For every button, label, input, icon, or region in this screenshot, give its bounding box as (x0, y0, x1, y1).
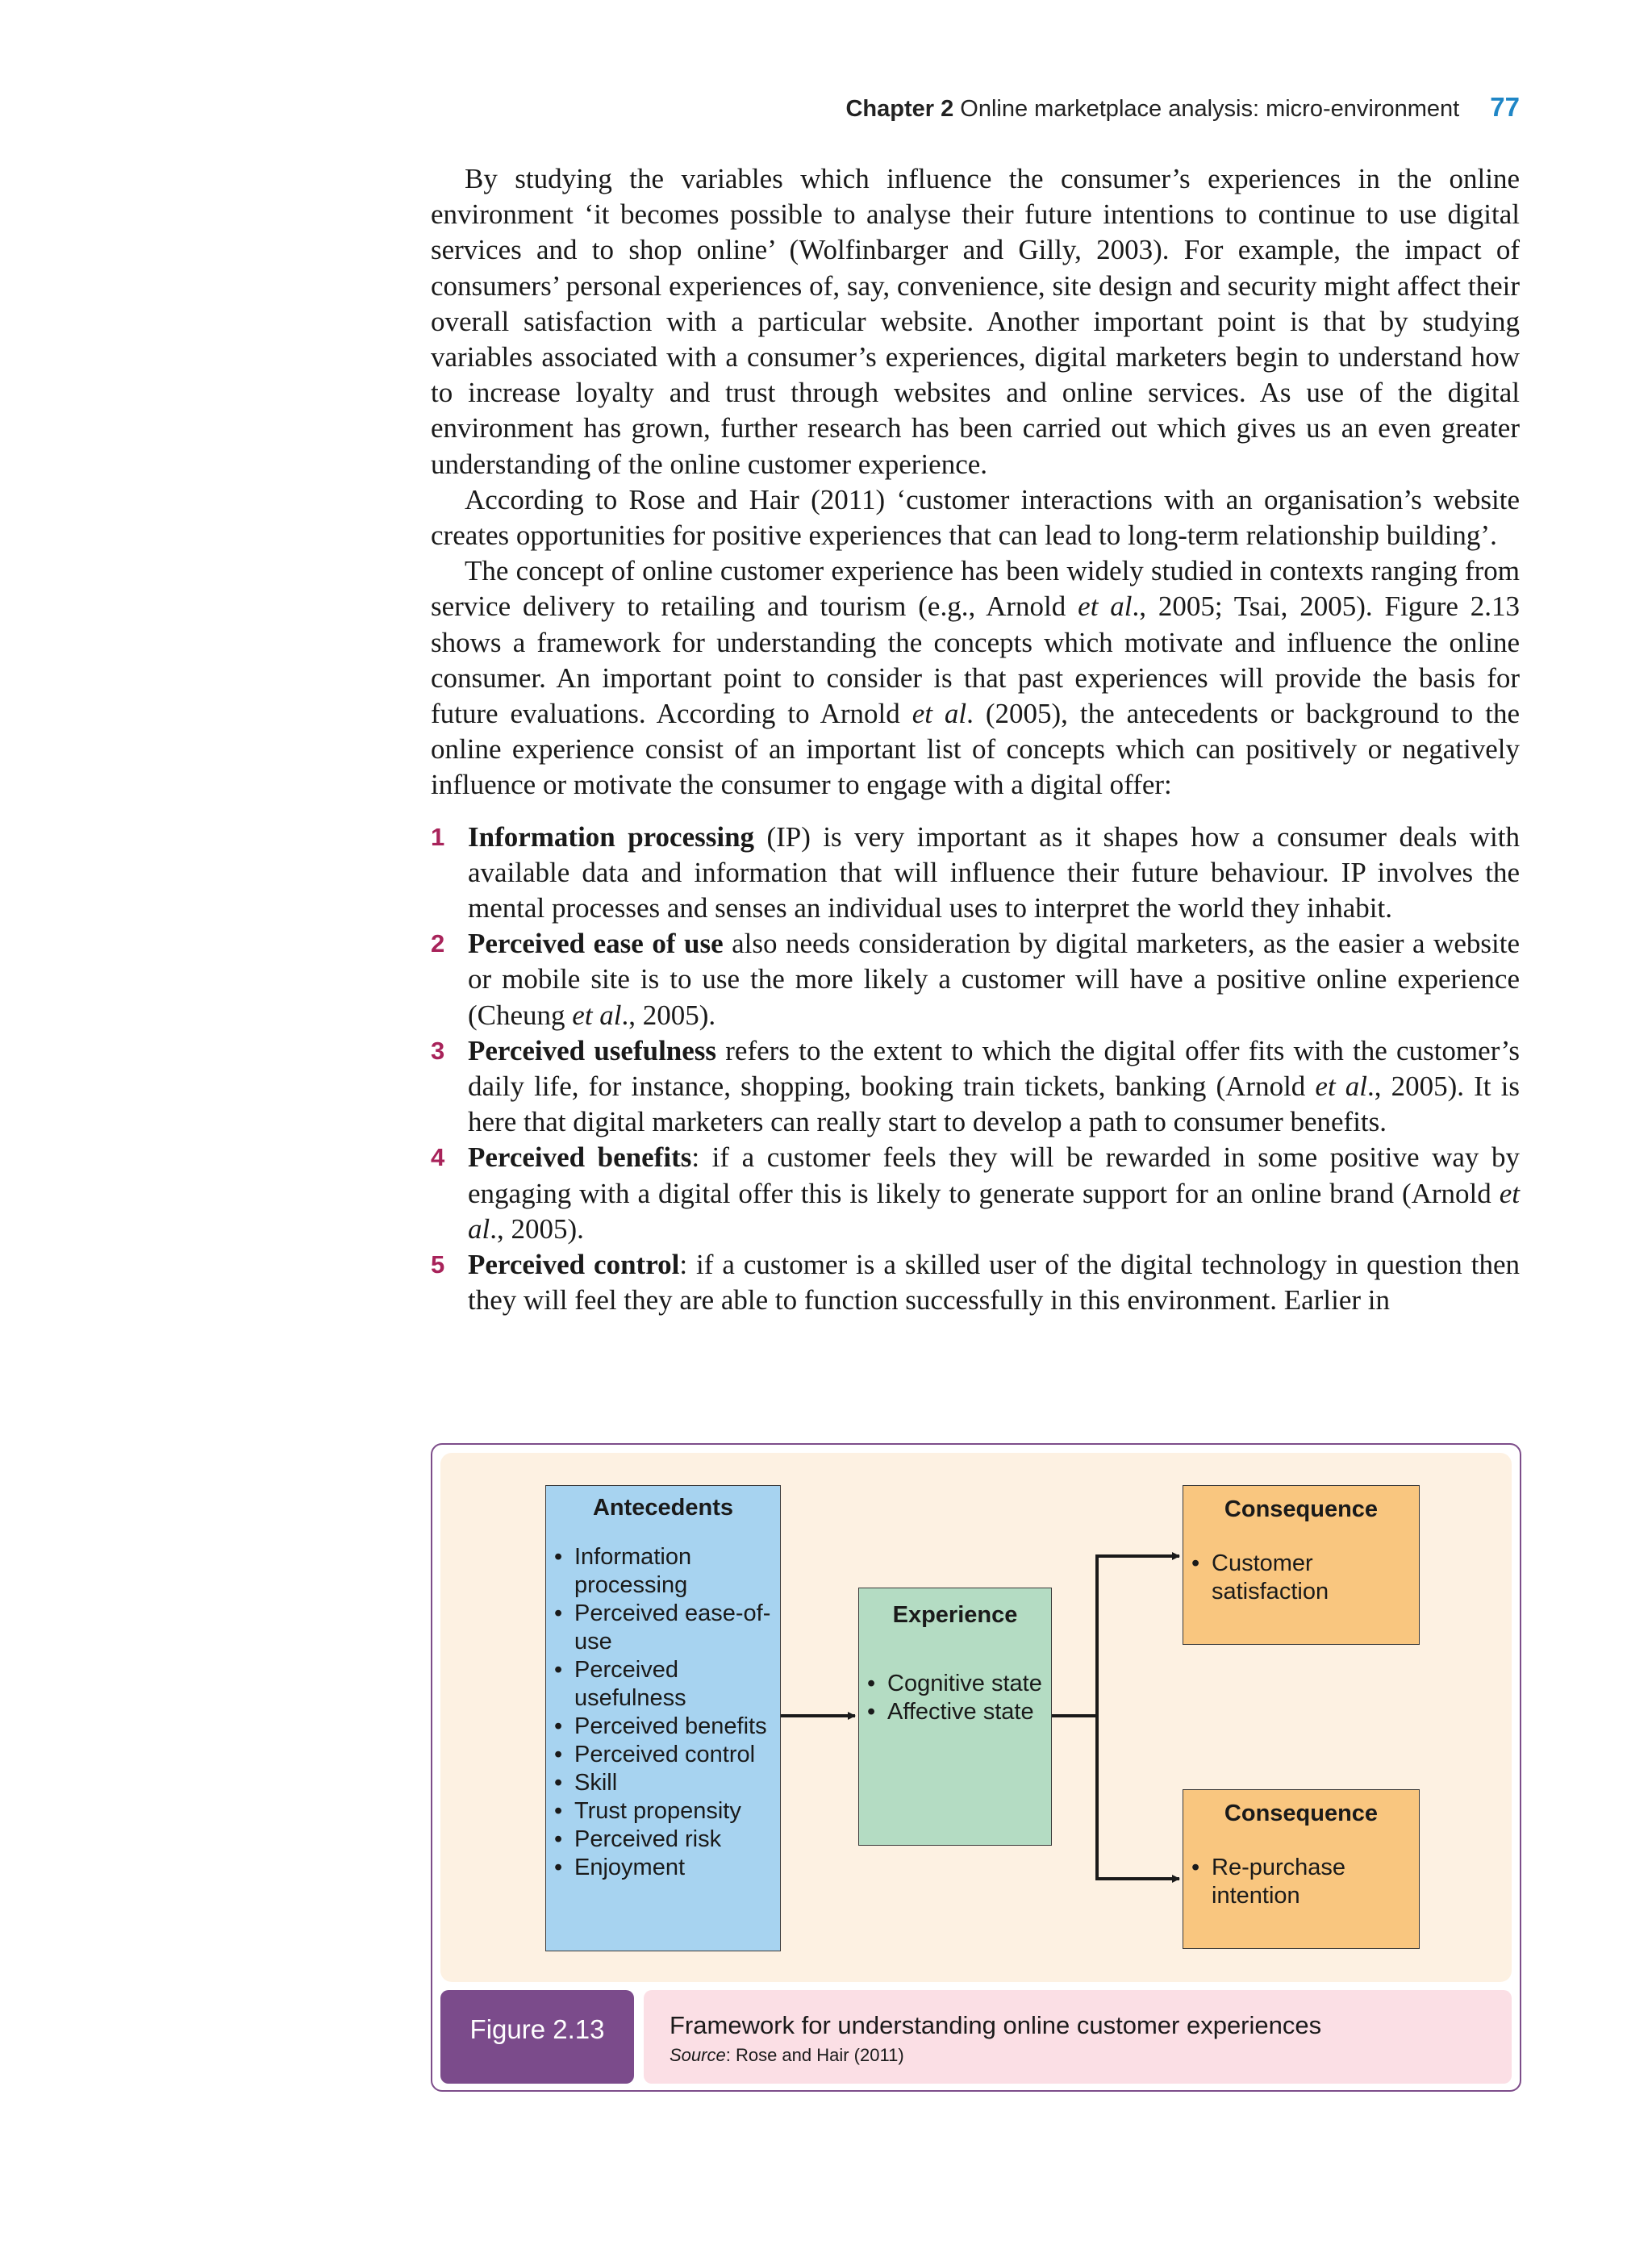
consequence-list (1183, 1854, 1419, 1910)
paragraph-text: ., 2005; Tsai, 2005). Figure 2.13 shows a framework for understanding the concepts which motivate and influence the online consumer. An important point to consider is that past experiences will provide the basis for future evaluations. According to Arnold (431, 590, 1520, 730)
list-term: Perceived usefulness (468, 1034, 717, 1066)
source-text: : Rose and Hair (2011) (725, 2045, 904, 2065)
list-item: • Customer satisfaction (1183, 1550, 1419, 1606)
list-number: 1 (431, 822, 445, 851)
paragraph-text: The concept of online customer experience has been widely studied in contexts ranging from service delivery to retailing and tourism (e.g., Arnold (431, 555, 1520, 623)
list-item: • Perceived usefulness (546, 1656, 780, 1713)
list-term: Perceived ease of use (468, 928, 724, 960)
figure-title: Framework for understanding online customer experiences (670, 2011, 1322, 2039)
list-item: • Information processing (546, 1543, 780, 1600)
list-text: refers to the extent to which the digital offer fits with the customer’s daily life, for instance, shopping, booking train tickets, banking (Arnold (468, 1034, 1520, 1103)
page-number: 77 (1490, 92, 1520, 122)
consequence-box-satisfaction (1183, 1485, 1420, 1645)
concept-list (431, 820, 1520, 1319)
list-text: : if a customer is a skilled user of the digital technology in question then they will feel they are able to function successfully in this environment. Earlier in (468, 1249, 1520, 1317)
paragraph (431, 553, 1520, 803)
list-item: • Enjoyment (546, 1854, 780, 1882)
list-item: • Perceived ease-of-use (546, 1600, 780, 1656)
paragraph: By studying the variables which influence the consumer’s experiences in the online environment ‘it becomes possible to analyse their future intentions to continue to use digital services and to shop online’ (Wolfinbarger and Gilly, 2003). For example, the impact of consumers’ personal experiences of, say, convenience, site design and security might affect their overall satisfaction with a particular website. Another important point is that by studying variables associated with a consumer’s experiences, digital marketers begin to understand how to increase loyalty and trust through websites and online services. As use of the digital environment has grown, further research has been carried out which gives us an even greater understanding of the online customer experience. (431, 163, 1520, 480)
list-text: ., 2005). (621, 999, 716, 1031)
chapter-title: Online marketplace analysis: micro-environment (960, 96, 1460, 122)
figure-source (670, 2045, 1512, 2066)
citation-etal: et al (572, 999, 622, 1031)
antecedents-box (545, 1485, 781, 1951)
list-item (431, 1140, 1520, 1247)
antecedents-list (546, 1543, 780, 1882)
list-item: • Trust propensity (546, 1797, 780, 1826)
list-text: : if a customer feels they will be rewarded in some positive way by engaging with a digital offer this is likely to generate support for an online brand (Arnold (468, 1141, 1520, 1209)
list-number: 3 (431, 1036, 445, 1065)
list-term: Perceived benefits (468, 1141, 692, 1174)
figure-label: Figure 2.13 (440, 1990, 634, 2084)
list-term: Information processing (468, 820, 755, 853)
consequence-box-repurchase (1183, 1789, 1420, 1949)
list-item (431, 1033, 1520, 1141)
list-number: 4 (431, 1143, 445, 1172)
citation-etal: et al (912, 698, 967, 730)
list-item: • Skill (546, 1769, 780, 1797)
list-item (431, 820, 1520, 927)
list-text: (IP) is very important as it shapes how a consumer deals with available data and information that will influence their future behaviour. IP involves the mental processes and senses an individual uses to interpret the world they inhabit. (468, 820, 1520, 924)
list-text: ., 2005). (490, 1212, 584, 1245)
antecedents-title: Antecedents (592, 1495, 734, 1521)
figure-2-13 (431, 1443, 1521, 2092)
list-item: • Re-purchase intention (1183, 1854, 1419, 1910)
list-item: • Cognitive state (859, 1670, 1051, 1698)
list-item: • Perceived risk (546, 1826, 780, 1854)
list-term: Perceived control (468, 1249, 680, 1281)
experience-title: Experience (892, 1602, 1018, 1628)
chapter-number: Chapter 2 (845, 96, 954, 122)
running-head (845, 92, 1520, 123)
experience-list (859, 1670, 1051, 1726)
citation-etal: et al (1078, 590, 1133, 623)
consequence-list (1183, 1550, 1419, 1606)
paragraph: According to Rose and Hair (2011) ‘customer interactions with an organisation’s website creates opportunities for positive experiences that can lead to long-term relationship building’. (431, 483, 1520, 552)
list-number: 5 (431, 1250, 445, 1279)
list-item: • Perceived control (546, 1741, 780, 1769)
list-item: • Affective state (859, 1698, 1051, 1726)
consequence-title: Consequence (1224, 1496, 1379, 1522)
citation-etal: et al (1315, 1070, 1368, 1103)
body-text (431, 161, 1520, 1319)
list-item (431, 1247, 1520, 1318)
citation-etal: et al (468, 1177, 1520, 1245)
paragraph-text: . (2005), the antecedents or background to the online experience consist of an important list of concepts which can positively or negatively influence or motivate the consumer to engage with a digital offer: (431, 698, 1520, 801)
consequence-title: Consequence (1224, 1801, 1379, 1826)
list-text: also needs consideration by digital marketers, as the easier a website or mobile site is to use the more likely a customer will have a positive online experience (Cheung (468, 928, 1520, 1031)
list-item (431, 926, 1520, 1033)
figure-diagram-panel (440, 1453, 1512, 1982)
experience-box (858, 1588, 1052, 1846)
list-text: ., 2005). It is here that digital marketers can really start to develop a path to consumer benefits. (468, 1070, 1520, 1138)
figure-caption (644, 1990, 1512, 2084)
list-item: • Perceived benefits (546, 1713, 780, 1741)
list-number: 2 (431, 929, 445, 958)
source-label: Source (670, 2045, 726, 2065)
